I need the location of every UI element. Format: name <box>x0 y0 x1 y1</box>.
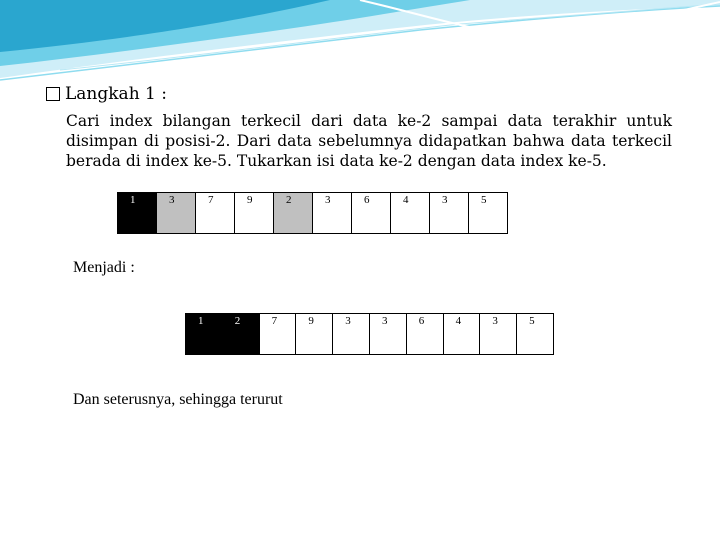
cell-value: 3 <box>492 315 498 327</box>
result-label: Menjadi : <box>73 259 135 276</box>
array-cell <box>468 192 508 234</box>
cell-value: 2 <box>286 194 292 206</box>
array-before <box>117 192 508 234</box>
step-heading <box>46 84 167 104</box>
array-cell <box>516 313 554 355</box>
description-line: disimpan di posisi-2. Dari data sebelumnya didapatkan bahwa data terkecil <box>66 132 672 150</box>
array-cell <box>332 313 369 355</box>
array-after <box>185 313 554 355</box>
cell-value: 3 <box>169 194 175 206</box>
bullet-icon <box>46 87 60 101</box>
array-cell <box>222 313 259 355</box>
cell-value: 2 <box>234 315 241 327</box>
description-line: Cari index bilangan terkecil dari data ke-2 sampai data terakhir untuk <box>66 112 672 130</box>
array-cell <box>234 192 273 234</box>
array-cell <box>429 192 468 234</box>
cell-value: 4 <box>403 194 409 206</box>
step-title: Langkah 1 : <box>65 84 167 104</box>
cell-value: 4 <box>455 315 462 327</box>
cell-value: 7 <box>208 194 214 206</box>
array-cell <box>273 192 312 234</box>
cell-value: 1 <box>198 315 204 327</box>
array-cell <box>117 192 156 234</box>
array-cell <box>156 192 195 234</box>
cell-value: 1 <box>130 194 136 206</box>
array-cell <box>185 313 222 355</box>
array-cell <box>479 313 516 355</box>
cell-value: 9 <box>247 194 253 206</box>
array-cell <box>406 313 443 355</box>
cell-value: 9 <box>308 315 314 327</box>
footer-text: Dan seterusnya, sehingga terurut <box>73 391 283 408</box>
cell-value: 7 <box>271 315 278 327</box>
array-cell <box>369 313 406 355</box>
array-cell <box>443 313 480 355</box>
array-cell <box>295 313 332 355</box>
cell-value: 5 <box>529 315 535 327</box>
cell-value: 3 <box>325 194 331 206</box>
cell-value: 6 <box>364 194 370 206</box>
array-cell <box>351 192 390 234</box>
array-cell <box>259 313 296 355</box>
array-cell <box>195 192 234 234</box>
description-line: berada di index ke-5. Tukarkan isi data ke-2 dengan data index ke-5. <box>66 152 607 170</box>
cell-value: 3 <box>442 194 448 206</box>
cell-value: 3 <box>345 315 351 327</box>
cell-value: 3 <box>381 315 388 327</box>
cell-value: 6 <box>418 315 425 327</box>
cell-value: 5 <box>481 194 487 206</box>
header-wave-decoration <box>0 0 720 90</box>
array-cell <box>390 192 429 234</box>
step-description <box>66 111 672 171</box>
array-cell <box>312 192 351 234</box>
